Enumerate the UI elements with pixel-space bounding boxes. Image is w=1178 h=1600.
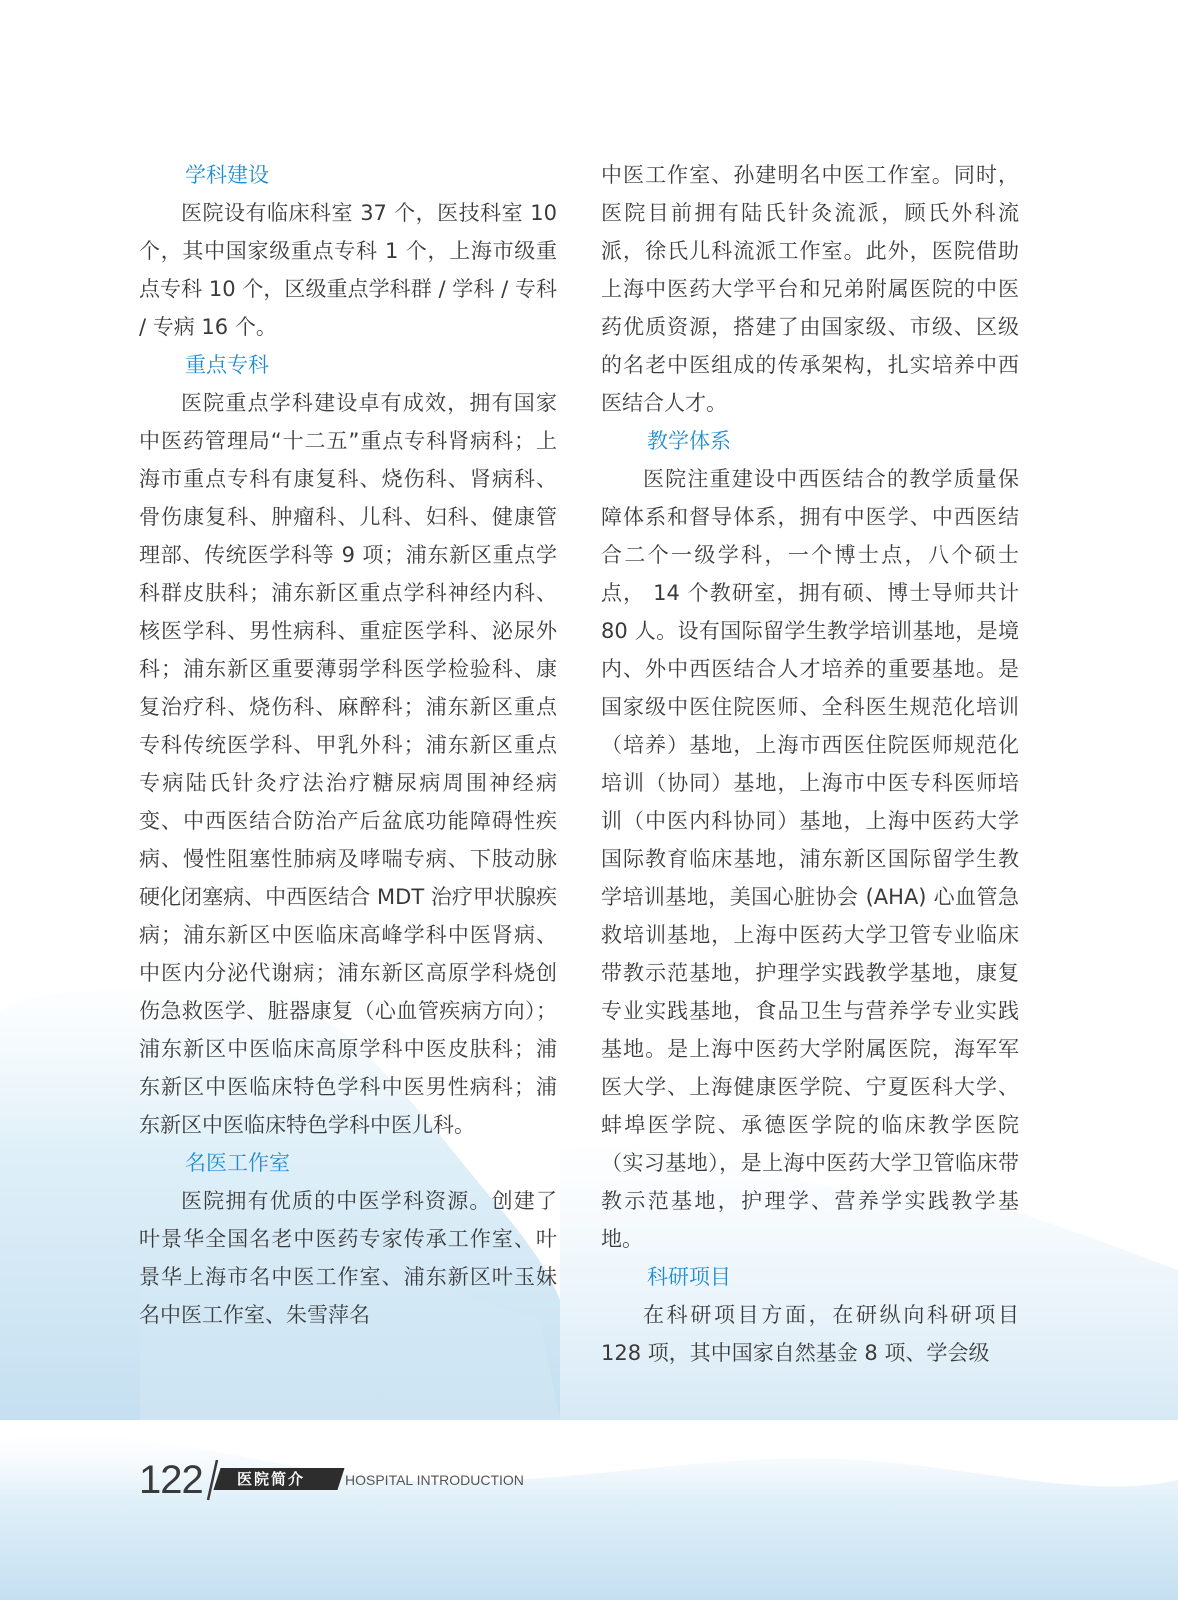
paragraph-teaching: 医院注重建设中西医结合的教学质量保障体系和督导体系，拥有中医学、中西医结合二个一级学科，一个博士点，八个硕士点， 14 个教研室，拥有硕、博士导师共计 80 人。设有国际留学生教学培训基地，是境内、外中西医结合人才培养的重要基地。是国家级中医住院医师、全科医生规范化培训（培养）基地，上海市西医住院医师规范化培训（协同）基地，上海市中医专科医师培训（中医内科协同）基地，上海中医药大学国际教育临床基地，浦东新区国际留学生教学培训基地，美国心脏协会 (AHA) 心血管急救培训基地，上海中医药大学卫管专业临床带教示范基地，护理学实践教学基地，康复专业实践基地，食品卫生与营养学专业实践基地。是上海中医药大学附属医院，海军军医大学、上海健康医学院、宁夏医科大学、蚌埠医学院、承德医学院的临床教学医院（实习基地），是上海中医药大学卫管临床带教示范基地，护理学、营养学实践教学基地。 <box>601 467 1019 1251</box>
paragraph-key-specialties: 医院重点学科建设卓有成效，拥有国家中医药管理局“十二五”重点专科肾病科；上海市重点专科有康复科、烧伤科、肾病科、骨伤康复科、肿瘤科、儿科、妇科、健康管理部、传统医学科等 9 项；浦东新区重点学科群皮肤科；浦东新区重点学科神经内科、核医学科、男性病科、重症医学科、泌尿外科；浦东新区重要薄弱学科医学检验科、康复治疗科、烧伤科、麻醉科；浦东新区重点专科传统医学科、甲乳外科；浦东新区重点专病陆氏针灸疗法治疗糖尿病周围神经病变、中西医结合防治产后盆底功能障碍性疾病、慢性阻塞性肺病及哮喘专病、下肢动脉硬化闭塞病、中西医结合 MDT 治疗甲状腺疾病；浦东新区中医临床高峰学科中医肾病、中医内分泌代谢病；浦东新区高原学科烧创伤急救医学、脏器康复（心血管疾病方向）；浦东新区中医临床高原学科中医皮肤科；浦东新区中医临床特色学科中医男性病科；浦东新区中医临床特色学科中医儿科。 <box>139 391 557 1137</box>
section-english-label: HOSPITAL INTRODUCTION <box>345 1472 524 1488</box>
section-title-master-studios: 名医工作室 <box>185 1151 290 1175</box>
section-title-teaching: 教学体系 <box>647 429 731 453</box>
page-number: 122 <box>139 1458 203 1502</box>
paragraph-master-studios: 医院拥有优质的中医学科资源。创建了叶景华全国名老中医药专家传承工作室、叶景华上海市名中医工作室、浦东新区叶玉妹名中医工作室、朱雪萍名 <box>139 1189 557 1327</box>
right-column <box>601 156 1019 1372</box>
section-title-key-specialties: 重点专科 <box>185 353 269 377</box>
left-column <box>139 156 557 1334</box>
section-tag-label: 医院简介 <box>237 1470 306 1488</box>
section-title-research: 科研项目 <box>647 1265 731 1289</box>
paragraph-discipline: 医院设有临床科室 37 个，医技科室 10 个，其中国家级重点专科 1 个，上海市级重点专科 10 个，区级重点学科群 / 学科 / 专科 / 专病 16 个。 <box>139 201 557 339</box>
paragraph-research: 在科研项目方面，在研纵向科研项目 128 项，其中国家自然基金 8 项、学会级 <box>601 1303 1019 1365</box>
section-title-discipline: 学科建设 <box>185 163 269 187</box>
paragraph-master-studios-continued: 中医工作室、孙建明名中医工作室。同时，医院目前拥有陆氏针灸流派，顾氏外科流派，徐氏儿科流派工作室。此外，医院借助上海中医药大学平台和兄弟附属医院的中医药优质资源，搭建了由国家级、市级、区级的名老中医组成的传承架构，扎实培养中西医结合人才。 <box>601 163 1019 415</box>
